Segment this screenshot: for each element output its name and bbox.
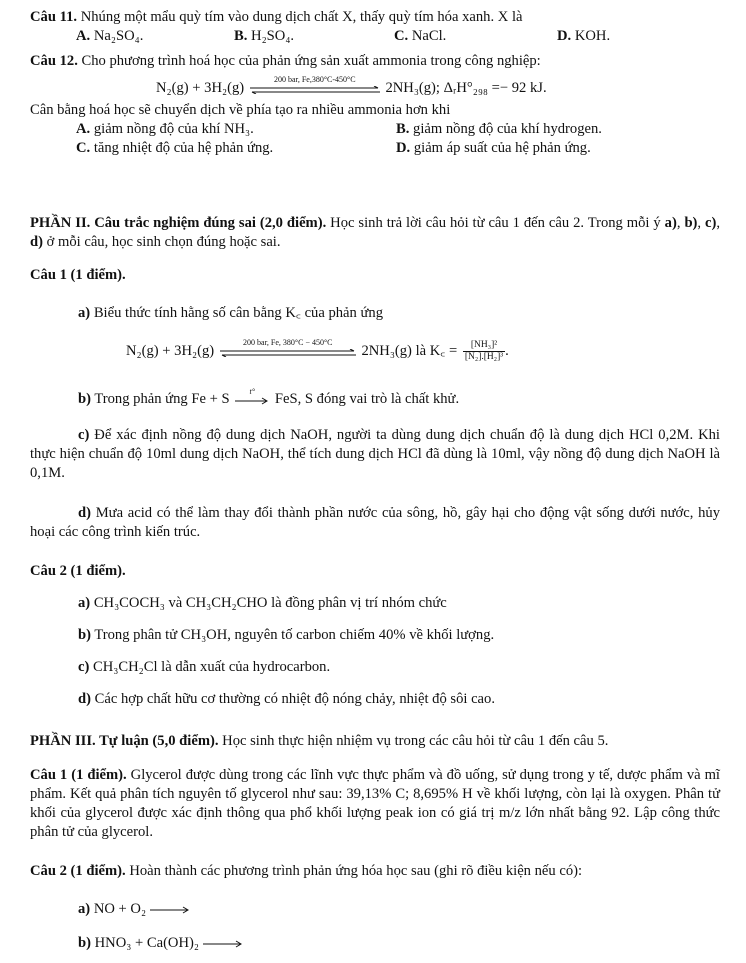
option-a: A. Na₂SO₄. [76, 28, 144, 44]
part-3-header: PHẦN III. Tự luận (5,0 điểm). Học sinh thực hiện nhiệm vụ trong các câu hỏi từ câu 1 đến câu 5. [30, 733, 609, 749]
equilibrium-arrow: 200 bar, Fe,380°C-450°C [250, 81, 380, 97]
option-d: D. KOH. [557, 28, 611, 44]
part2-question-1-title: Câu 1 (1 điểm). [30, 267, 126, 283]
statement-1b: b) Trong phản ứng Fe + S t° FeS, S đóng vai trò là chất khử. [78, 386, 460, 407]
option-c: C. NaCl. [394, 28, 447, 44]
equation-kc: N₂(g) + 3H₂(g) 200 bar, Fe, 380°C − 450°C 2NH₃(g) là K꜀ = $\frac{\text{[NH₃]²}}{\text{[N₂].[H₂]³}}$ . [126, 337, 509, 362]
part-2-header: PHẦN II. Câu trắc nghiệm đúng sai (2,0 điểm). Học sinh trả lời câu hỏi từ câu 1 đến câu 2. Trong mỗi ý a), b), c), d) ở mỗi câu, học sinh chọn đúng hoặc sai. [30, 215, 721, 250]
option-d: D. giảm áp suất của hệ phản ứng. [396, 140, 591, 156]
statement-1d: d) Mưa acid có thể làm thay đổi thành phần nước của sông, hồ, gây hại cho động vật sống dưới nước, hủy hoại các công trình kiến trúc. [30, 505, 720, 540]
statement-1a: a) Biểu thức tính hằng số cân bằng K꜀ của phản ứng [78, 305, 383, 321]
options-row [30, 27, 720, 46]
section-heading: PHẦN II. Câu trắc nghiệm đúng sai (2,0 điểm). [30, 215, 327, 231]
question-12 [30, 52, 720, 158]
reaction-2b: b) HNO₃ + Ca(OH)₂ [30, 934, 720, 953]
equation-ammonia: N₂(g) + 3H₂(g) 200 bar, Fe,380°C-450°C 2NH₃(g); ΔᵣH°₂₉₈ =− 92 kJ. [156, 74, 547, 96]
option-b: B. giảm nồng độ của khí hydrogen. [396, 121, 602, 137]
option-c: C. tăng nhiệt độ của hệ phản ứng. [76, 140, 274, 156]
question-stem: Nhúng một mẩu quỳ tím vào dung dịch chất X, thấy quỳ tím hóa xanh. X là [77, 9, 523, 25]
question-label: Câu 11. [30, 9, 78, 25]
options-row [30, 120, 720, 139]
statement-2b: b) Trong phân tử CH₃OH, nguyên tố carbon chiếm 40% về khối lượng. [78, 627, 495, 643]
reaction-arrow [150, 906, 190, 914]
option-b: B. H₂SO₄. [234, 28, 295, 44]
part2-question-2-title: Câu 2 (1 điểm). [30, 563, 126, 579]
option-a: A. giảm nồng độ của khí NH₃. [76, 121, 254, 137]
statement-2d: d) Các hợp chất hữu cơ thường có nhiệt độ nóng chảy, nhiệt độ sôi cao. [78, 691, 495, 707]
part3-question-2: Câu 2 (1 điểm). Hoàn thành các phương trình phản ứng hóa học sau (ghi rõ điều kiện nếu có): [30, 863, 583, 879]
statement-1c: c) Để xác định nồng độ dung dịch NaOH, người ta dùng dung dịch chuẩn độ là dung dịch HCl 0,2M. Khi thực hiện chuẩn độ 10ml dung dịch NaOH, thể tích dung dịch HCl đã dùng là 10ml, vậy nồng độ dung dịch NaOH là 0,1M. [30, 427, 720, 481]
part3-question-1: Câu 1 (1 điểm). Glycerol được dùng trong các lĩnh vực thực phẩm và đồ uống, sử dụng trong y tế, dược phẩm và mĩ phẩm. Kết quả phân tích nguyên tố glycerol như sau: 39,13% C; 8,695% H về khối lượng, còn lại là oxygen. Phân tử khối của glycerol được xác định thông qua phổ khối lượng peak ion có giá trị m/z lớn nhất bằng 92. Lập công thức phân tử của glycerol. [30, 767, 720, 840]
question-label: Câu 12. [30, 53, 78, 69]
question-11 [30, 8, 720, 46]
reaction-2a: a) NO + O₂ [30, 900, 720, 919]
equilibrium-arrow: 200 bar, Fe, 380°C − 450°C [220, 344, 356, 360]
kc-fraction: $\frac{\text{[NH₃]²}}{\text{[N₂].[H₂]³}}$ [464, 340, 504, 362]
statement-2c: c) CH₃CH₂Cl là dẫn xuất của hydrocarbon. [78, 659, 331, 675]
reaction-arrow: t° [235, 393, 269, 407]
question-stem: Cho phương trình hoá học của phản ứng sản xuất ammonia trong công nghiệp: [77, 53, 541, 69]
reaction-arrow [203, 940, 243, 948]
statement-2a: a) CH₃COCH₃ và CH₃CH₂CHO là đồng phân vị trí nhóm chức [78, 595, 447, 611]
question-continuation: Cân bằng hoá học sẽ chuyển dịch về phía tạo ra nhiều ammonia hơn khi [30, 102, 451, 118]
section-heading: PHẦN III. Tự luận (5,0 điểm). [30, 733, 219, 749]
options-row [30, 139, 720, 158]
